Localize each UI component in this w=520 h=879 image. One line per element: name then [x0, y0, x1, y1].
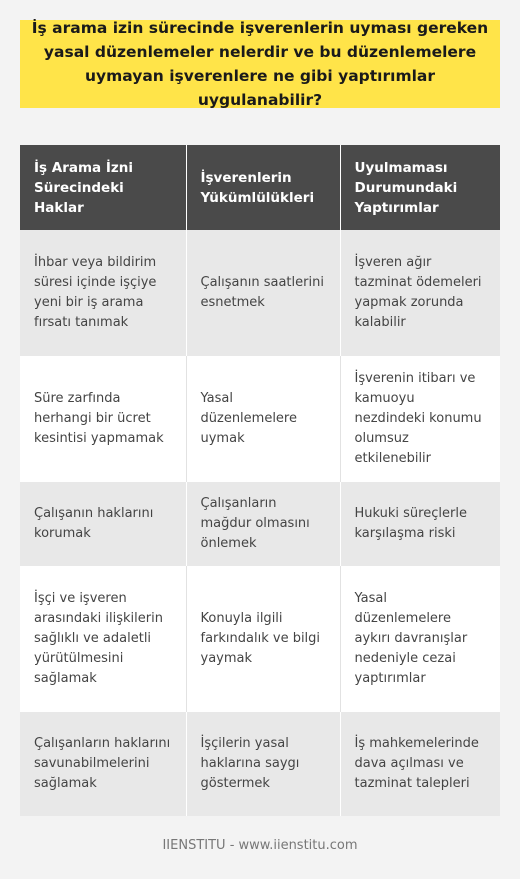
column-header-sanctions: Uyulmaması Durumundaki Yaptırımlar — [340, 145, 500, 230]
table-cell: Çalışanların mağdur olmasını önlemek — [186, 482, 340, 566]
table-cell: İhbar veya bildirim süresi içinde işçiye yeni bir iş arama fırsatı tanımak — [20, 230, 186, 356]
column-header-rights: İş Arama İzni Sürecindeki Haklar — [20, 145, 186, 230]
table-cell: Hukuki süreçlerle karşılaşma riski — [340, 482, 500, 566]
table-row — [20, 482, 500, 566]
table-row — [20, 230, 500, 356]
comparison-table — [20, 145, 500, 816]
table-cell: Süre zarfında herhangi bir ücret kesintisi yapmamak — [20, 356, 186, 482]
footer-credit: IIENSTITU - www.iienstitu.com — [162, 838, 358, 853]
title-banner — [20, 20, 500, 108]
table-cell: İşçi ve işveren arasındaki ilişkilerin sağlıklı ve adaletli yürütülmesini sağlamak — [20, 566, 186, 712]
table-row — [20, 356, 500, 482]
table-cell: Konuyla ilgili farkındalık ve bilgi yaymak — [186, 566, 340, 712]
table-row — [20, 712, 500, 816]
table-header-row — [20, 145, 500, 230]
table-cell: Yasal düzenlemelere uymak — [186, 356, 340, 482]
table-cell: Çalışanın saatlerini esnetmek — [186, 230, 340, 356]
table-cell: Yasal düzenlemelere aykırı davranışlar nedeniyle cezai yaptırımlar — [340, 566, 500, 712]
table-row — [20, 566, 500, 712]
table-cell: İşverenin itibarı ve kamuoyu nezdindeki konumu olumsuz etkilenebilir — [340, 356, 500, 482]
table-cell: İşveren ağır tazminat ödemeleri yapmak zorunda kalabilir — [340, 230, 500, 356]
page-title: İş arama izin sürecinde işverenlerin uyması gereken yasal düzenlemeler nelerdir ve bu düzenlemelere uymayan işverenlere ne gibi yaptırımlar uygulanabilir? — [31, 19, 489, 109]
table-cell: İş mahkemelerinde dava açılması ve tazminat talepleri — [340, 712, 500, 816]
column-header-obligations: İşverenlerin Yükümlülükleri — [186, 145, 340, 230]
table-cell: Çalışanın haklarını korumak — [20, 482, 186, 566]
table-cell: Çalışanların haklarını savunabilmelerini sağlamak — [20, 712, 186, 816]
table-cell: İşçilerin yasal haklarına saygı göstermek — [186, 712, 340, 816]
